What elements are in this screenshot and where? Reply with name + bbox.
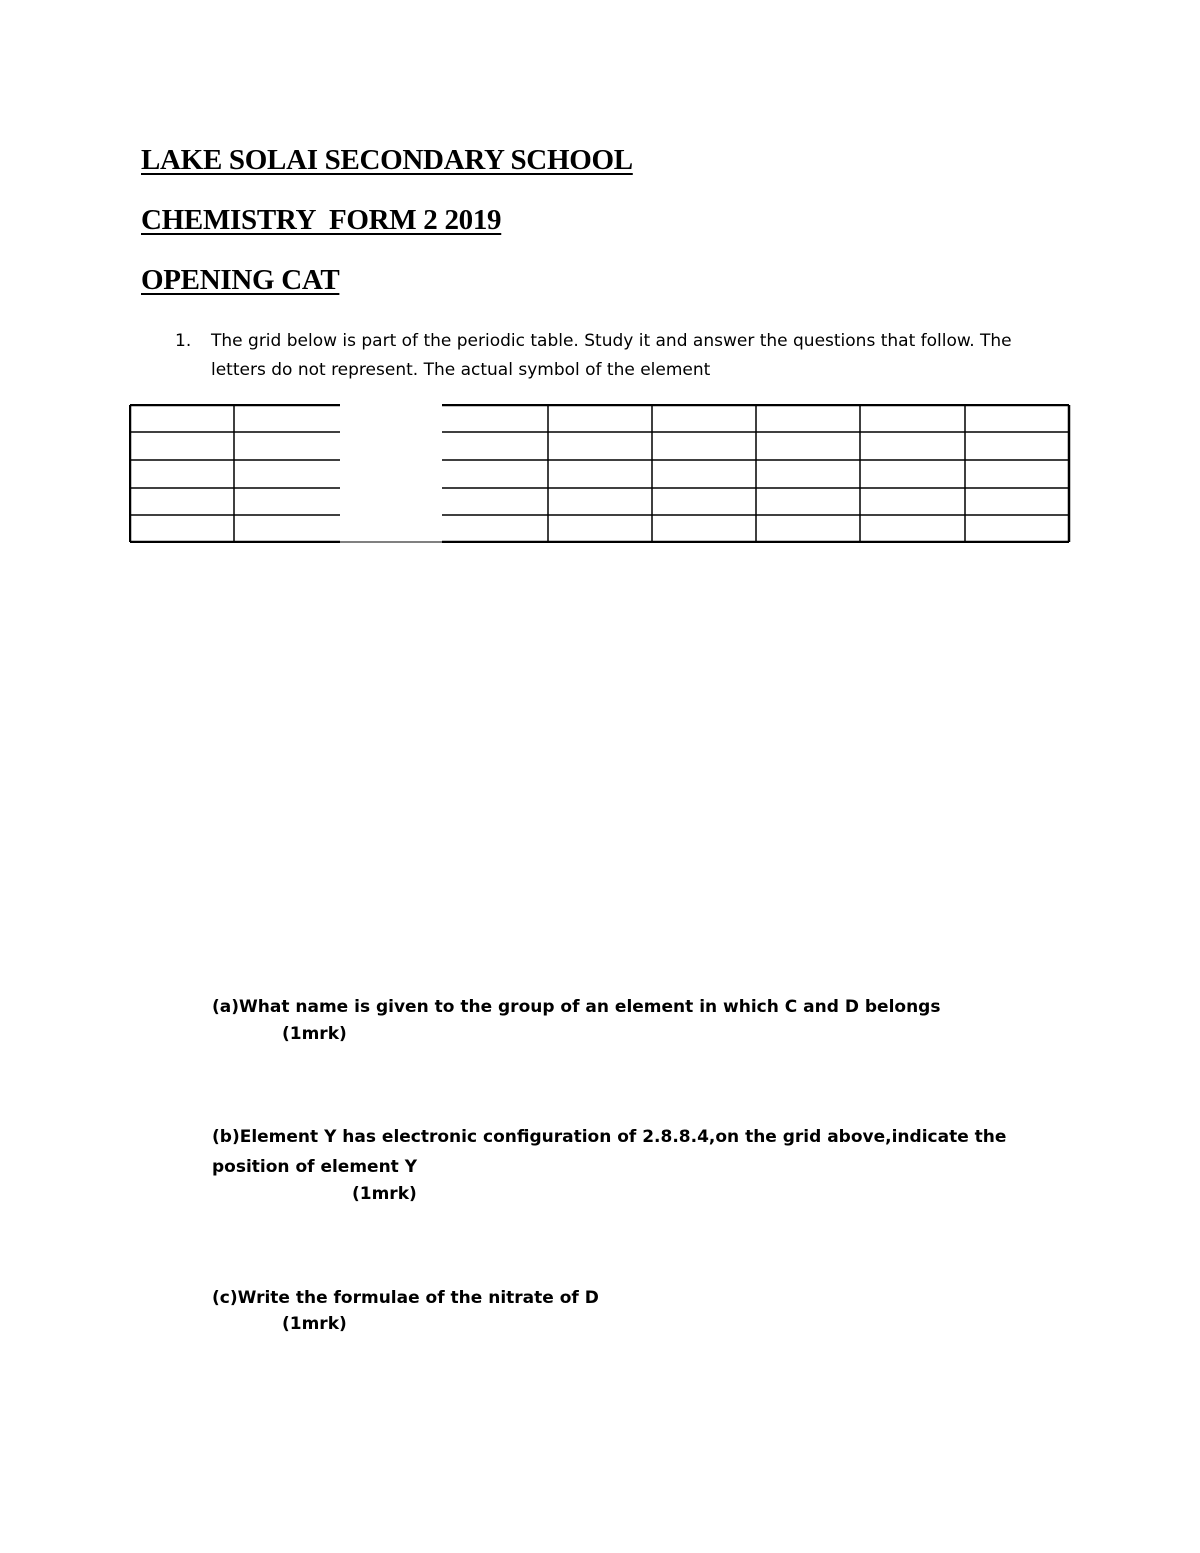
periodic-table-grid [129, 404, 1071, 543]
school-name: LAKE SOLAI SECONDARY SCHOOL [141, 144, 633, 176]
question-number: 1. [175, 331, 192, 351]
question-a-marks: (1mrk) [282, 1024, 347, 1044]
grid-drawing [129, 404, 1071, 543]
question-text: The grid below is part of the periodic table. Study it and answer the questions that follow. The letters do not represent. The actual symbol of the element [211, 331, 1012, 380]
question-c-marks: (1mrk) [282, 1314, 347, 1334]
exam-title: OPENING CAT [141, 264, 340, 296]
question-b-marks: (1mrk) [352, 1184, 417, 1204]
question-a: (a)What name is given to the group of an element in which C and D belongs [212, 997, 941, 1017]
question-c: (c)Write the formulae of the nitrate of D [212, 1288, 599, 1308]
question-b: (b)Element Y has electronic configuration of 2.8.8.4,on the grid above,indicate the position of element Y [212, 1127, 1007, 1177]
subject-title: CHEMISTRY FORM 2 2019 [141, 204, 502, 236]
